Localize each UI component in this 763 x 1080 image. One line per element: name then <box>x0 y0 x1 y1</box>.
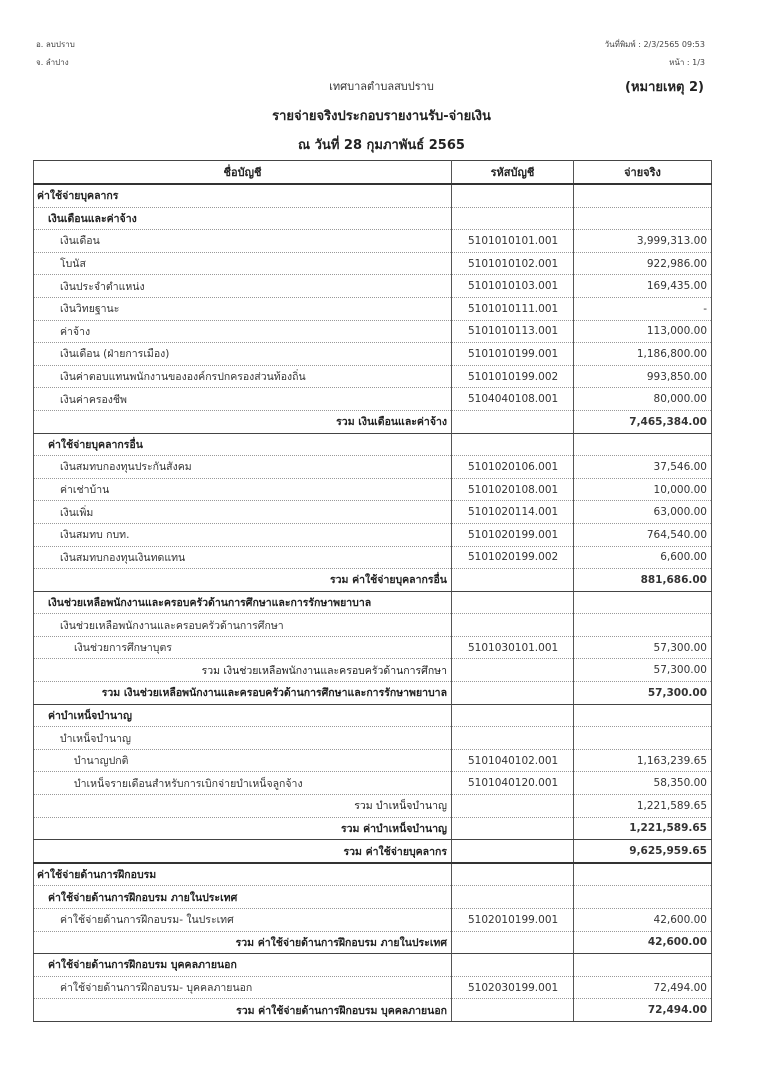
amount-cell: 63,000.00 <box>574 501 712 524</box>
account-name-cell: ค่าใช้จ่ายบุคลากรอื่น <box>34 433 452 456</box>
account-name-cell: เงินเพิ่ม <box>34 501 452 524</box>
amount-cell: 3,999,313.00 <box>574 230 712 253</box>
amount-cell: 993,850.00 <box>574 365 712 388</box>
account-name-cell: เงินช่วยเหลือพนักงานและครอบครัวด้านการศึกษา <box>34 614 452 637</box>
account-name-cell: ค่าใช้จ่ายด้านการฝึกอบรม ภายในประเทศ <box>34 886 452 909</box>
amount-cell: 58,350.00 <box>574 772 712 795</box>
page-number: หน้า : 1/3 <box>669 58 705 67</box>
table-row <box>34 320 712 343</box>
account-name-cell: บำเหน็จบำนาญ <box>34 727 452 750</box>
amount-cell <box>574 207 712 230</box>
table-row <box>34 433 712 456</box>
amount-cell: 57,300.00 <box>574 636 712 659</box>
account-name-cell: เงินสมทบ กบท. <box>34 523 452 546</box>
amount-cell: 169,435.00 <box>574 275 712 298</box>
account-name-cell: ค่าใช้จ่ายบุคลากร <box>34 184 452 207</box>
amount-cell: 72,494.00 <box>574 976 712 999</box>
account-name-cell: รวม เงินเดือนและค่าจ้าง <box>34 410 452 433</box>
amount-cell: 113,000.00 <box>574 320 712 343</box>
account-code-cell <box>452 591 574 614</box>
amount-cell: 9,625,959.65 <box>574 840 712 863</box>
table-row <box>34 456 712 479</box>
account-name-cell: เงินเดือน <box>34 230 452 253</box>
account-code-cell <box>452 682 574 705</box>
amount-cell <box>574 886 712 909</box>
district-label: อ. ลบปราบ <box>36 40 75 49</box>
table-row <box>34 184 712 207</box>
amount-cell <box>574 433 712 456</box>
account-code-cell: 5101010102.001 <box>452 252 574 275</box>
account-name-cell: รวม ค่าใช้จ่ายบุคลากรอื่น <box>34 569 452 592</box>
account-code-cell <box>452 999 574 1022</box>
account-code-cell <box>452 207 574 230</box>
table-header-row <box>34 161 712 185</box>
account-name-cell: เงินค่าตอบแทนพนักงานขององค์กรปกครองส่วนท้องถิ่น <box>34 365 452 388</box>
amount-cell <box>574 704 712 727</box>
account-name-cell: รวม เงินช่วยเหลือพนักงานและครอบครัวด้านการศึกษาและการรักษาพยาบาล <box>34 682 452 705</box>
table-row <box>34 297 712 320</box>
col-header-account-name: ชื่อบัญชี <box>34 161 452 185</box>
account-code-cell <box>452 817 574 840</box>
account-code-cell: 5101010199.001 <box>452 343 574 366</box>
col-header-amount: จ่ายจริง <box>574 161 712 185</box>
amount-cell: 1,221,589.65 <box>574 795 712 818</box>
table-row <box>34 954 712 977</box>
table-row <box>34 410 712 433</box>
account-code-cell <box>452 863 574 886</box>
amount-cell: 922,986.00 <box>574 252 712 275</box>
account-name-cell: ค่าเช่าบ้าน <box>34 478 452 501</box>
amount-cell: 7,465,384.00 <box>574 410 712 433</box>
amount-cell: 1,221,589.65 <box>574 817 712 840</box>
account-code-cell: 5102010199.001 <box>452 909 574 932</box>
amount-cell: 72,494.00 <box>574 999 712 1022</box>
organization-name: เทศบาลตำบลสบปราบ <box>329 80 434 93</box>
account-code-cell <box>452 569 574 592</box>
amount-cell: 80,000.00 <box>574 388 712 411</box>
account-code-cell <box>452 433 574 456</box>
amount-cell: 1,163,239.65 <box>574 749 712 772</box>
account-code-cell <box>452 954 574 977</box>
table-row <box>34 388 712 411</box>
account-name-cell: ค่าใช้จ่ายด้านการฝึกอบรม บุคคลภายนอก <box>34 954 452 977</box>
account-name-cell: เงินประจำตำแหน่ง <box>34 275 452 298</box>
amount-cell: 10,000.00 <box>574 478 712 501</box>
account-name-cell: เงินค่าครองชีพ <box>34 388 452 411</box>
account-code-cell: 5102030199.001 <box>452 976 574 999</box>
amount-cell: 42,600.00 <box>574 909 712 932</box>
account-name-cell: เงินสมทบกองทุนเงินทดแทน <box>34 546 452 569</box>
table-row <box>34 501 712 524</box>
account-code-cell <box>452 931 574 954</box>
account-code-cell <box>452 727 574 750</box>
amount-cell: 764,540.00 <box>574 523 712 546</box>
account-name-cell: ค่าจ้าง <box>34 320 452 343</box>
account-name-cell: เงินช่วยเหลือพนักงานและครอบครัวด้านการศึกษาและการรักษาพยาบาล <box>34 591 452 614</box>
table-row <box>34 909 712 932</box>
account-code-cell: 5101010101.001 <box>452 230 574 253</box>
account-name-cell: เงินสมทบกองทุนประกันสังคม <box>34 456 452 479</box>
account-name-cell: รวม บำเหน็จบำนาญ <box>34 795 452 818</box>
amount-cell <box>574 184 712 207</box>
table-row <box>34 817 712 840</box>
note-label: (หมายเหตุ 2) <box>625 80 704 95</box>
table-row <box>34 614 712 637</box>
amount-cell: 881,686.00 <box>574 569 712 592</box>
account-name-cell: รวม ค่าใช้จ่ายบุคลากร <box>34 840 452 863</box>
table-row <box>34 795 712 818</box>
account-code-cell: 5101030101.001 <box>452 636 574 659</box>
account-name-cell: ค่าใช้จ่ายด้านการฝึกอบรม <box>34 863 452 886</box>
table-row <box>34 999 712 1022</box>
account-code-cell <box>452 659 574 682</box>
table-row <box>34 591 712 614</box>
account-code-cell: 5101040102.001 <box>452 749 574 772</box>
table-row <box>34 886 712 909</box>
table-row <box>34 682 712 705</box>
amount-cell: - <box>574 297 712 320</box>
table-body <box>34 184 712 1021</box>
amount-cell <box>574 614 712 637</box>
table-row <box>34 749 712 772</box>
account-code-cell <box>452 886 574 909</box>
account-name-cell: เงินเดือนและค่าจ้าง <box>34 207 452 230</box>
table-row <box>34 931 712 954</box>
table-row <box>34 207 712 230</box>
table-row <box>34 230 712 253</box>
account-code-cell <box>452 840 574 863</box>
amount-cell <box>574 863 712 886</box>
amount-cell <box>574 591 712 614</box>
print-date: วันที่พิมพ์ : 2/3/2565 09:53 <box>604 40 705 49</box>
amount-cell: 37,546.00 <box>574 456 712 479</box>
account-code-cell <box>452 184 574 207</box>
amount-cell <box>574 727 712 750</box>
table-row <box>34 976 712 999</box>
table-row <box>34 365 712 388</box>
table-row <box>34 478 712 501</box>
account-name-cell: รวม เงินช่วยเหลือพนักงานและครอบครัวด้านการศึกษา <box>34 659 452 682</box>
account-name-cell: ค่าใช้จ่ายด้านการฝึกอบรม- บุคคลภายนอก <box>34 976 452 999</box>
table-row <box>34 569 712 592</box>
table-row <box>34 840 712 863</box>
col-header-account-code: รหัสบัญชี <box>452 161 574 185</box>
account-name-cell: รวม ค่าบำเหน็จบำนาญ <box>34 817 452 840</box>
amount-cell: 6,600.00 <box>574 546 712 569</box>
account-code-cell: 5101020114.001 <box>452 501 574 524</box>
account-code-cell <box>452 410 574 433</box>
account-code-cell <box>452 614 574 637</box>
province-label: จ. ลำปาง <box>36 58 69 67</box>
account-code-cell: 5101010103.001 <box>452 275 574 298</box>
table-row <box>34 704 712 727</box>
table-row <box>34 523 712 546</box>
account-code-cell: 5101040120.001 <box>452 772 574 795</box>
account-name-cell: ค่าบำเหน็จบำนาญ <box>34 704 452 727</box>
account-code-cell: 5101020106.001 <box>452 456 574 479</box>
amount-cell: 1,186,800.00 <box>574 343 712 366</box>
table-row <box>34 343 712 366</box>
amount-cell: 57,300.00 <box>574 682 712 705</box>
account-code-cell: 5101010113.001 <box>452 320 574 343</box>
amount-cell: 42,600.00 <box>574 931 712 954</box>
account-name-cell: รวม ค่าใช้จ่ายด้านการฝึกอบรม ภายในประเทศ <box>34 931 452 954</box>
account-code-cell: 5101020199.002 <box>452 546 574 569</box>
report-date: ณ วันที่ 28 กุมภาพันธ์ 2565 <box>298 138 465 153</box>
account-code-cell: 5101010199.002 <box>452 365 574 388</box>
account-code-cell: 5101010111.001 <box>452 297 574 320</box>
table-row <box>34 863 712 886</box>
table-row <box>34 546 712 569</box>
report-title: รายจ่ายจริงประกอบรายงานรับ-จ่ายเงิน <box>272 109 491 124</box>
table-row <box>34 772 712 795</box>
account-name-cell: บำนาญปกติ <box>34 749 452 772</box>
account-code-cell <box>452 704 574 727</box>
account-code-cell: 5101020199.001 <box>452 523 574 546</box>
account-name-cell: บำเหน็จรายเดือนสำหรับการเบิกจ่ายบำเหน็จลูกจ้าง <box>34 772 452 795</box>
amount-cell <box>574 954 712 977</box>
table-row <box>34 275 712 298</box>
account-name-cell: เงินช่วยการศึกษาบุตร <box>34 636 452 659</box>
table-row <box>34 659 712 682</box>
account-name-cell: ค่าใช้จ่ายด้านการฝึกอบรม- ในประเทศ <box>34 909 452 932</box>
table-row <box>34 727 712 750</box>
table-row <box>34 252 712 275</box>
account-name-cell: เงินวิทยฐานะ <box>34 297 452 320</box>
account-name-cell: โบนัส <box>34 252 452 275</box>
account-code-cell <box>452 795 574 818</box>
account-code-cell: 5101020108.001 <box>452 478 574 501</box>
account-code-cell: 5104040108.001 <box>452 388 574 411</box>
account-name-cell: เงินเดือน (ฝ่ายการเมือง) <box>34 343 452 366</box>
account-name-cell: รวม ค่าใช้จ่ายด้านการฝึกอบรม บุคคลภายนอก <box>34 999 452 1022</box>
amount-cell: 57,300.00 <box>574 659 712 682</box>
table-row <box>34 636 712 659</box>
expense-table <box>33 160 712 1022</box>
